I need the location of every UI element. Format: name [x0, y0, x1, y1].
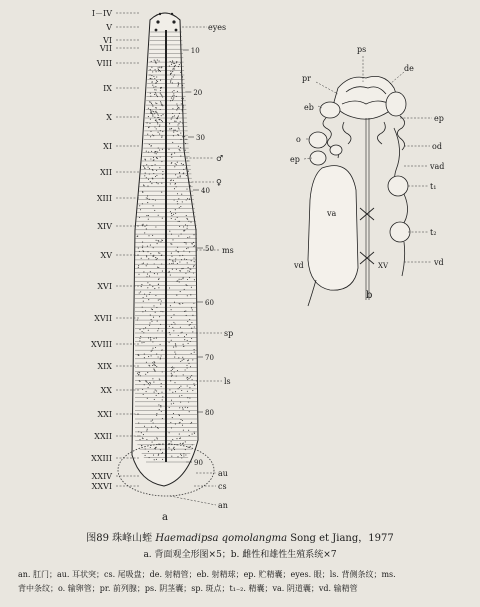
- label-sp: sp: [224, 329, 234, 338]
- species-name: Haemadipsa qomolangma: [155, 533, 288, 544]
- label-o: o: [296, 135, 301, 144]
- segment-label: VIII: [96, 59, 112, 68]
- segment-label: IX: [103, 84, 112, 93]
- label-vad: vad: [430, 162, 445, 171]
- segment-label: XII: [99, 168, 112, 177]
- panel-letter-a: a: [162, 512, 168, 523]
- segment-label: XIX: [97, 362, 112, 371]
- segment-label: XXIII: [91, 454, 112, 463]
- legend-line-2: 背中条纹；o. 输卵管；pr. 前列腺；ps. 阴茎囊；sp. 斑点；t₁₋₂. 精囊；va. 阴道囊；vd. 输精管: [18, 584, 358, 593]
- label-an: an: [218, 501, 228, 510]
- leech-body-dorsal: [118, 13, 214, 496]
- figure-subtitle: a. 背面观全形图×5；b. 雌性和雄性生殖系统×7: [143, 550, 337, 560]
- legend-line-1: an. 肛门；au. 耳状突；cs. 尾吸盘；de. 射精管；eb. 射精球；ep. 贮精囊；eyes. 眼；ls. 背侧条纹；ms.: [18, 570, 396, 579]
- segment-label: XXI: [97, 410, 112, 419]
- segment-label: XI: [103, 142, 112, 151]
- annulus-number: 20: [193, 89, 203, 97]
- label-vd-left: vd: [294, 261, 304, 270]
- segment-label: XXII: [94, 432, 112, 441]
- label-female-pore: ♀: [216, 178, 222, 187]
- segment-label: XIII: [96, 194, 112, 203]
- label-ps: ps: [357, 45, 367, 54]
- label-de: de: [404, 64, 414, 73]
- label-ep-left: ep: [290, 155, 300, 164]
- label-eb: eb: [304, 103, 314, 112]
- segment-label: XIV: [97, 222, 112, 231]
- annulus-number: 70: [205, 354, 214, 362]
- segment-label: XVII: [94, 314, 112, 323]
- segment-label: X: [106, 113, 112, 122]
- label-pr: pr: [302, 74, 311, 83]
- segment-label: VII: [99, 44, 112, 53]
- segment-label: XXVI: [91, 482, 112, 491]
- annulus-number: 10: [190, 47, 200, 55]
- segment-label: XX: [100, 386, 112, 395]
- segment-label: I－IV: [91, 9, 112, 18]
- reproductive-system: [308, 76, 410, 306]
- figure-title: [0, 533, 480, 545]
- label-t1: t₁: [430, 182, 437, 191]
- label-au: au: [218, 469, 228, 478]
- annulus-number: 80: [205, 409, 214, 417]
- label-ms: ms: [222, 246, 234, 255]
- annulus-number: 40: [201, 187, 210, 195]
- title-suffix: Song et Jiang，1977: [287, 533, 394, 544]
- label-ls: ls: [224, 377, 231, 386]
- label-va: va: [327, 209, 337, 218]
- label-eyes: eyes: [208, 23, 227, 32]
- annulus-number: 30: [196, 134, 205, 142]
- segment-label: XXIV: [91, 472, 112, 481]
- segment-label: XV: [100, 251, 112, 260]
- label-xv: XV: [378, 262, 389, 270]
- label-male-pore: ♂: [216, 154, 224, 163]
- segment-label: V: [106, 23, 112, 32]
- annulus-number: 90: [194, 459, 203, 467]
- annulus-number: 50: [205, 245, 214, 253]
- segment-label: XVIII: [91, 340, 112, 349]
- title-prefix: 图89 珠峰山蛭: [86, 533, 156, 544]
- label-t2: t₂: [430, 228, 437, 237]
- annulus-number: 60: [205, 299, 214, 307]
- segment-label: VI: [103, 36, 112, 45]
- segment-label: XVI: [97, 282, 112, 291]
- label-cs: cs: [218, 482, 227, 491]
- label-od: od: [432, 142, 442, 151]
- panel-letter-b: b: [366, 290, 373, 301]
- label-vd-right: vd: [434, 258, 444, 267]
- label-ep-top: ep: [434, 114, 444, 123]
